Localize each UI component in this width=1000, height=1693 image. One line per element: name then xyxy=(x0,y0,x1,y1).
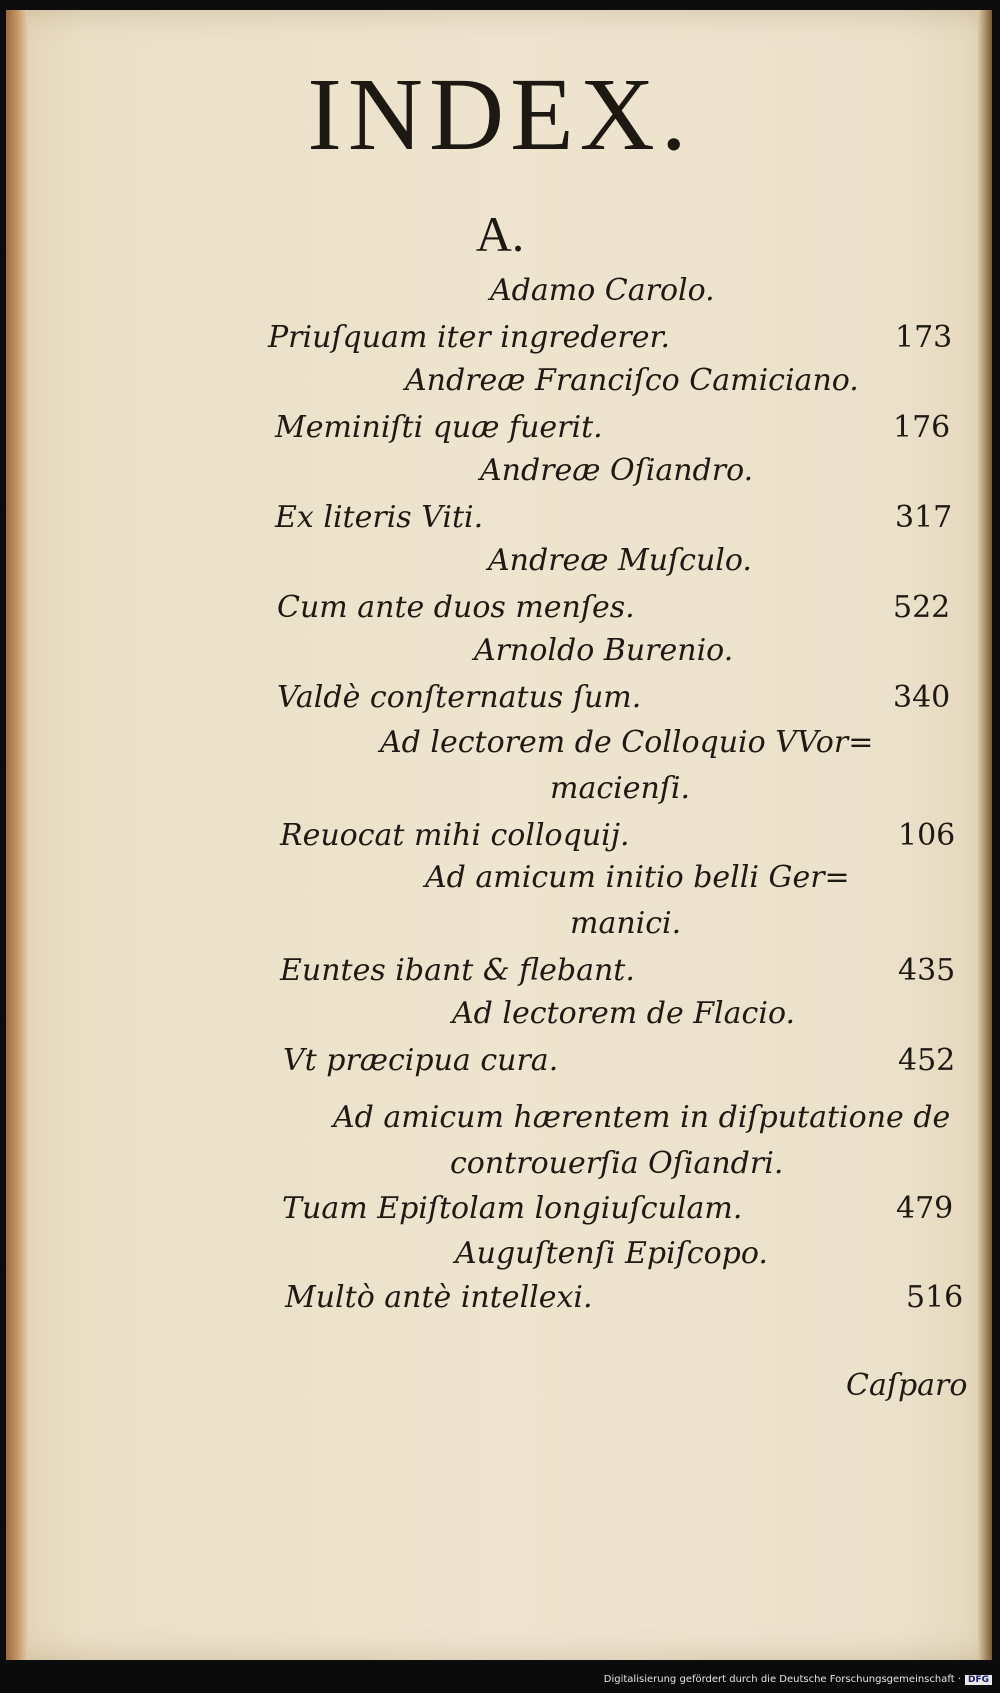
entry-page-number: 522 xyxy=(893,590,951,625)
entry-heading: Andreæ Muſculo. xyxy=(488,543,752,578)
section-letter: A. xyxy=(475,206,525,262)
entry-page-number: 340 xyxy=(893,680,951,715)
entry-heading: Andreæ Oſiandro. xyxy=(480,453,754,488)
catchword: Caſparo xyxy=(846,1368,968,1403)
entry-incipit: Tuam Epiſtolam longiuſculam. xyxy=(282,1191,743,1226)
entry-incipit: Cum ante duos menſes. xyxy=(277,590,635,625)
entry-incipit: Valdè conſternatus ſum. xyxy=(277,680,642,715)
entry-page-number: 106 xyxy=(898,818,956,853)
entry-page-number: 435 xyxy=(898,953,956,988)
entry-heading: Adamo Carolo. xyxy=(490,273,715,308)
entry-page-number: 173 xyxy=(895,320,953,355)
entry-heading-line: macienſi. xyxy=(550,771,691,806)
digitization-footer xyxy=(0,1666,1000,1693)
entry-heading-line: Ad amicum initio belli Ger= xyxy=(425,860,850,895)
footer-credit: Digitalisierung gefördert durch die Deutsche Forschungsgemeinschaft · xyxy=(603,1674,961,1685)
entry-page-number: 452 xyxy=(898,1043,956,1078)
entry-heading: Arnoldo Burenio. xyxy=(474,633,734,668)
entry-heading-line: Ad amicum hærentem in diſputatione de xyxy=(333,1100,951,1135)
entry-incipit: Euntes ibant & flebant. xyxy=(280,953,635,988)
entry-heading-line: Ad lectorem de Colloquio VVor= xyxy=(380,725,874,760)
page-title: INDEX. xyxy=(307,57,693,172)
entry-page-number: 176 xyxy=(893,410,951,445)
entry-incipit: Priuſquam iter ingrederer. xyxy=(268,320,671,355)
entry-heading: Auguſtenſi Epiſcopo. xyxy=(455,1236,768,1271)
entry-incipit: Multò antè intellexi. xyxy=(285,1280,593,1315)
entry-page-number: 516 xyxy=(906,1280,964,1315)
entry-incipit: Vt præcipua cura. xyxy=(283,1043,559,1078)
entry-heading-line: controuerſia Oſiandri. xyxy=(450,1146,784,1181)
entry-incipit: Ex literis Viti. xyxy=(275,500,484,535)
entry-heading: Andreæ Franciſco Camiciano. xyxy=(405,363,859,398)
dfg-logo: DFG xyxy=(965,1675,992,1685)
entry-incipit: Meminiſti quæ fuerit. xyxy=(275,410,603,445)
entry-page-number: 479 xyxy=(896,1191,954,1226)
entry-heading: Ad lectorem de Flacio. xyxy=(452,996,796,1031)
entry-page-number: 317 xyxy=(895,500,953,535)
entry-heading-line: manici. xyxy=(570,906,682,941)
entry-incipit: Reuocat mihi colloquij. xyxy=(280,818,630,853)
